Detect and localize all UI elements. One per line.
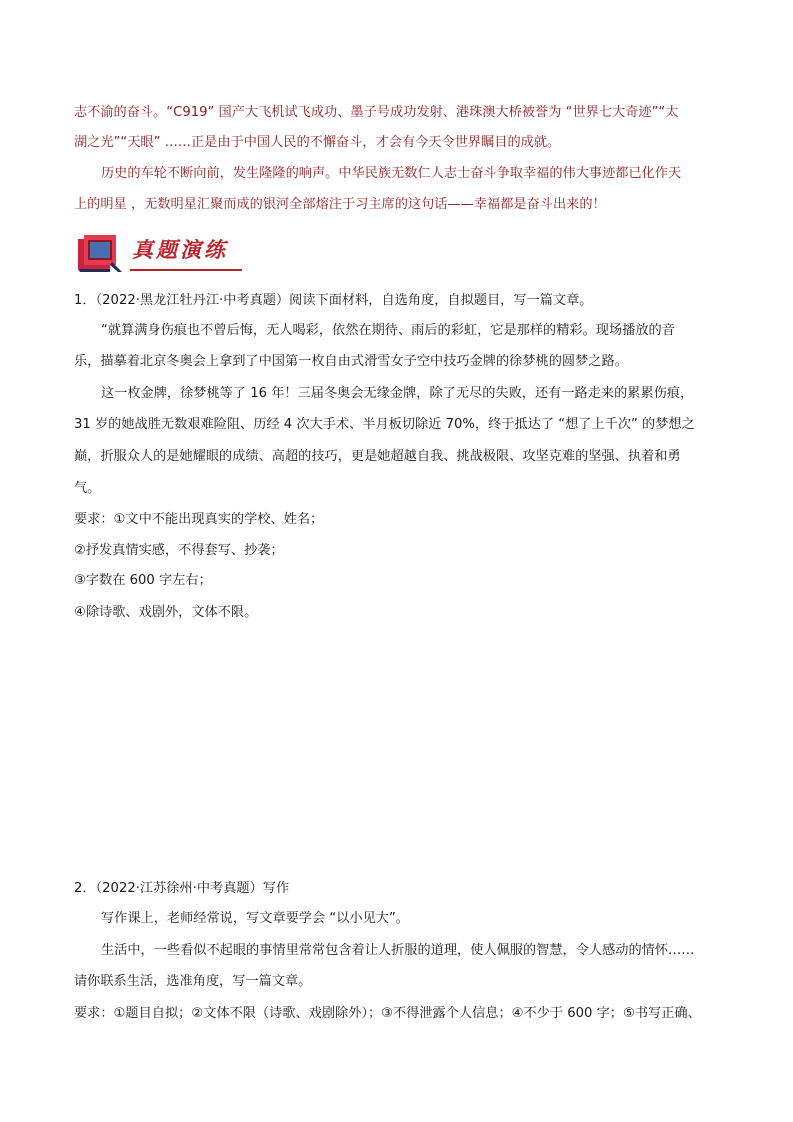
q1-line: 乐，描摹着北京冬奥会上拿到了中国第一枚自由式滑雪女子空中技巧金牌的徐梦桃的圆梦之路。 [74,354,628,369]
q1-requirement: ④除诗歌、戏剧外，文体不限。 [74,605,258,620]
book-icon [74,232,124,274]
q2-line: 写作课上，老师经常说，写文章要学会 “以小见大”。 [101,911,409,926]
q1-line: 这一枚金牌，徐梦桃等了 16 年！三届冬奥会无缘金牌，除了无尽的失败，还有一路走来的累累伤痕， [101,386,694,401]
intro-line-4: 上的明星 ，无数明星汇聚而成的银河全部熔注于习主席的这句话——幸福都是奋斗出来的！ [74,197,606,212]
q2-heading: 2．（2022·江苏徐州·中考真题）写作 [74,881,290,896]
q1-requirement: ②抒发真情实感，不得套写、抄袭； [74,543,284,558]
intro-line-3: 历史的车轮不断向前，发生隆隆的响声。中华民族无数仁人志士奋斗争取幸福的伟大事迹都已化作天 [101,166,682,181]
section-title-underline [130,269,242,271]
section-header [74,232,244,274]
intro-line-1: 志不渝的奋斗。“C919” 国产大飞机试飞成功、墨子号成功发射、港珠澳大桥被誉为 “世界七大奇迹”“太 [74,105,679,120]
intro-line-2: 湖之光”“天眼” ……正是由于中国人民的不懈奋斗，才会有今天令世界瞩目的成就。 [74,135,561,150]
q1-line: 巅，折服众人的是她耀眼的成绩、高超的技巧，更是她超越自我、挑战极限、攻坚克难的坚强、执着和勇 [74,449,681,464]
q1-requirement: 要求：①文中不能出现真实的学校、姓名； [74,512,324,527]
q1-line: 气。 [74,481,101,496]
q2-line: 生活中，一些看似不起眼的事情里常常包含着让人折服的道理，使人佩服的智慧，令人感动的情怀…… [101,943,695,958]
q1-line: “就算满身伤痕也不曾后悔，无人喝彩，依然在期待、雨后的彩虹，它是那样的精彩。现场播放的音 [101,323,675,338]
q1-line: 31 岁的她战胜无数艰难险阻、历经 4 次大手术、半月板切除近 70%，终于抵达了 “想了上千次” 的梦想之 [74,417,695,432]
section-title: 真题演练 [132,237,228,262]
q1-requirement: ③字数在 600 字左右； [74,573,212,588]
q2-line: 请你联系生活，选准角度，写一篇文章。 [74,974,312,989]
q2-requirement: 要求：①题目自拟；②文体不限（诗歌、戏剧除外）；③不得泄露个人信息；④不少于 600 字；⑤书写正确、 [74,1006,701,1021]
q1-heading: 1．（2022·黑龙江牡丹江·中考真题）阅读下面材料，自选角度，自拟题目，写一篇文章。 [74,293,593,308]
